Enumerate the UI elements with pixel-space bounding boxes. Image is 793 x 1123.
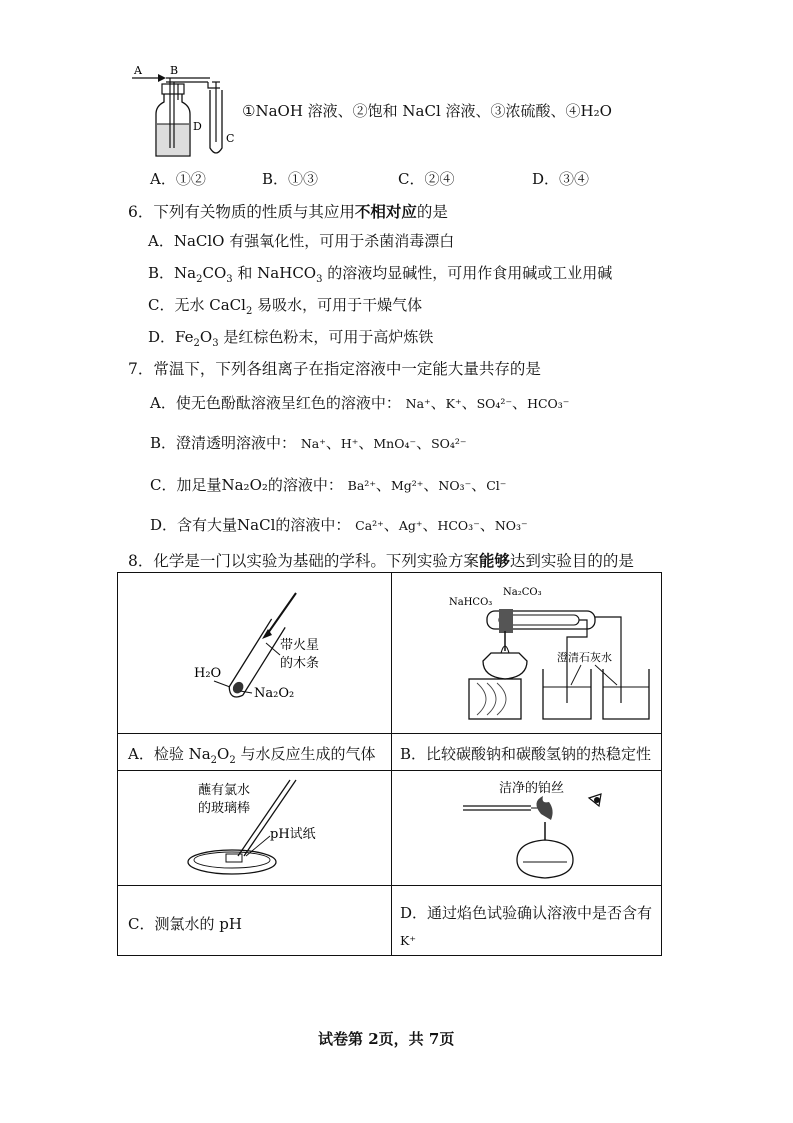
cell-d-figure [391,770,662,885]
q6-option-a[interactable]: A．NaClO 有强氧化性，可用于杀菌消毒漂白 [148,232,455,250]
label-splint-1: 带火星 [280,638,320,653]
heating-comparison-diagram [391,573,662,733]
cell-c-figure [118,770,391,885]
label-d: D [193,120,202,133]
q5-option-d[interactable]: D．③④ [532,170,590,188]
flame-test-diagram [391,770,662,885]
label-limewater: 澄清石灰水 [557,651,612,664]
q6-option-c[interactable]: C．无水 CaCl$_2$ 易吸水，可用于干燥气体 [148,296,423,317]
gas-bottle-diagram [130,62,240,162]
q6-option-b[interactable]: B．$Na_2CO_3$ 和 NaHCO$_3$ 的溶液均显碱性，可用作食用碱或工业用碱 [148,264,613,285]
q7-option-a[interactable]: A．使无色酚酞溶液呈红色的溶液中： Na⁺、K⁺、SO₄²⁻、HCO₃⁻ [150,394,570,412]
label-b: B [170,64,179,77]
label-rod-2: 的玻璃棒 [198,801,251,816]
label-peroxide: Na₂O₂ [254,686,295,701]
q7-option-b[interactable]: B．澄清透明溶液中： Na⁺、H⁺、MnO₄⁻、SO₄²⁻ [150,434,467,452]
table-divider-3 [118,885,661,886]
q5-option-c[interactable]: C．②④ [398,170,455,188]
label-nahco3: NaHCO₃ [449,597,493,608]
q8-options-table [117,572,662,956]
cell-d-caption[interactable]: D．通过焰色试验确认溶液中是否含有 K⁺ [400,904,653,948]
label-water: H₂O [194,666,222,681]
cell-a-figure [118,573,391,733]
q6-stem: 6．下列有关物质的性质与其应用不相对应的是 [128,202,448,221]
q5-reagent-list: ①NaOH 溶液、②饱和 NaCl 溶液、③浓硫酸、④H₂O [242,102,612,120]
cell-b-caption[interactable]: B．比较碳酸钠和碳酸氢钠的热稳定性 [400,745,652,763]
q5-option-b[interactable]: B．①③ [262,170,319,188]
page-footer: 试卷第 2页，共 7页 [318,1030,455,1048]
table-divider-1 [118,733,661,734]
ph-paper-diagram [118,770,391,885]
cell-c-caption[interactable]: C．测氯水的 pH [128,915,242,933]
label-na2co3: Na₂CO₃ [503,587,542,598]
q5-option-a[interactable]: A．①② [150,170,206,188]
q6-option-d[interactable]: D．$Fe_2O_3$ 是红棕色粉末，可用于高炉炼铁 [148,328,434,349]
label-ph-paper: pH试纸 [270,827,316,842]
q8-stem: 8．化学是一门以实验为基础的学科。下列实验方案能够达到实验目的的是 [128,551,634,570]
cell-a-caption[interactable]: A．检验 $Na_2O_2$ 与水反应生成的气体 [128,745,376,766]
cell-b-figure [391,573,662,733]
label-rod-1: 蘸有氯水 [198,783,251,798]
q5-apparatus [130,62,240,162]
q7-option-d[interactable]: D．含有大量NaCl的溶液中： Ca²⁺、Ag⁺、HCO₃⁻、NO₃⁻ [150,516,528,534]
label-splint-2: 的木条 [280,656,320,671]
q7-option-c[interactable]: C．加足量Na₂O₂的溶液中： Ba²⁺、Mg²⁺、NO₃⁻、Cl⁻ [150,476,507,494]
label-a: A [134,64,142,77]
label-platinum-wire: 洁净的铂丝 [499,781,565,796]
label-c: C [226,132,235,145]
q7-stem: 7．常温下，下列各组离子在指定溶液中一定能大量共存的是 [128,360,541,378]
test-tube-splint-diagram [118,573,391,733]
